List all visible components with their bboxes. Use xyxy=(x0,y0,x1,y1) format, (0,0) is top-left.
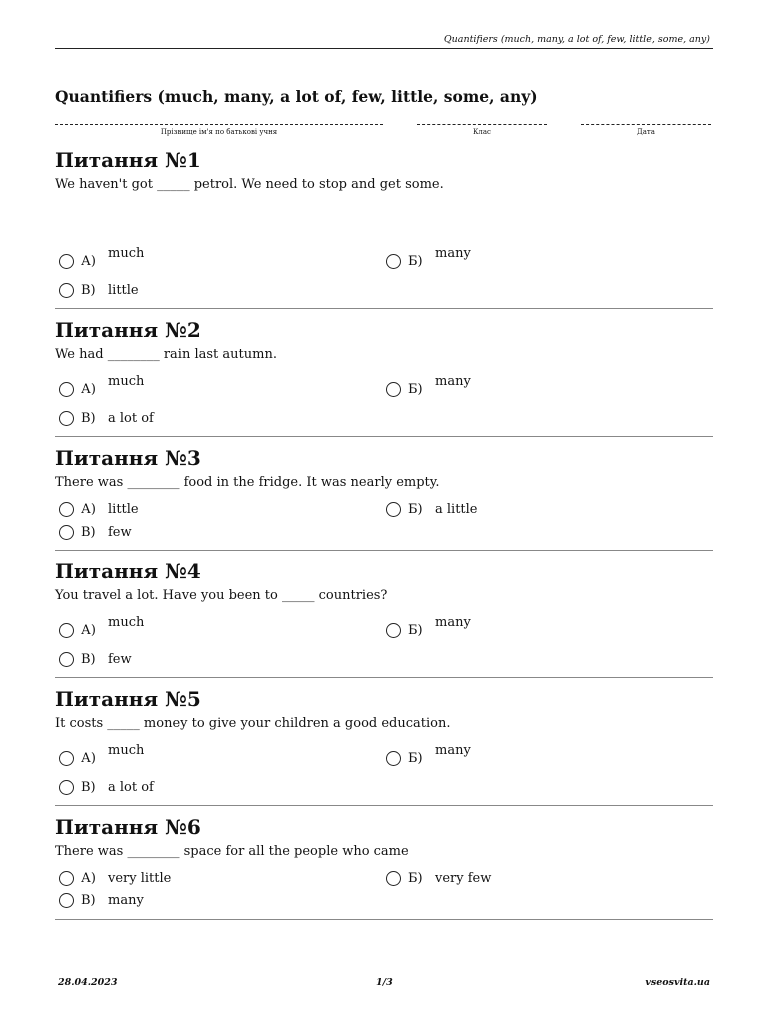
radio-circle-icon[interactable] xyxy=(386,502,401,517)
option-b[interactable]: Б) many xyxy=(382,622,682,642)
option-v[interactable]: В) many xyxy=(55,893,355,913)
question-6 xyxy=(55,814,713,920)
radio-circle-icon[interactable] xyxy=(59,283,74,298)
question-title: Питання №1 xyxy=(55,148,201,172)
question-title: Питання №5 xyxy=(55,687,201,711)
radio-circle-icon[interactable] xyxy=(59,254,74,269)
option-a[interactable]: А) much xyxy=(55,750,355,770)
option-a[interactable]: А) much xyxy=(55,381,355,401)
radio-circle-icon[interactable] xyxy=(59,502,74,517)
radio-circle-icon[interactable] xyxy=(59,751,74,766)
student-name-caption: Прізвище ім'я по батькові учня xyxy=(160,128,278,136)
radio-circle-icon[interactable] xyxy=(386,871,401,886)
question-divider xyxy=(55,550,713,551)
radio-circle-icon[interactable] xyxy=(59,623,74,638)
question-text: It costs _____ money to give your children a good education. xyxy=(55,716,451,731)
question-title: Питання №2 xyxy=(55,318,201,342)
option-a[interactable]: А) much xyxy=(55,622,355,642)
footer-page-number: 1/3 xyxy=(376,977,393,988)
option-a[interactable]: А) much xyxy=(55,253,355,273)
question-text: You travel a lot. Have you been to _____ countries? xyxy=(55,588,388,603)
option-a[interactable]: А) little xyxy=(55,502,355,522)
option-b[interactable]: Б) many xyxy=(382,750,682,770)
radio-circle-icon[interactable] xyxy=(386,751,401,766)
option-a[interactable]: А) very little xyxy=(55,871,355,891)
student-info-fields xyxy=(55,116,713,140)
class-caption: Клас xyxy=(473,128,491,136)
radio-circle-icon[interactable] xyxy=(59,382,74,397)
question-5 xyxy=(55,686,713,806)
footer-date: 28.04.2023 xyxy=(58,977,118,988)
page-header-title: Quantifiers (much, many, a lot of, few, little, some, any) xyxy=(443,34,710,45)
question-4 xyxy=(55,558,713,678)
question-divider xyxy=(55,677,713,678)
question-text: There was ________ space for all the people who came xyxy=(55,844,409,859)
radio-circle-icon[interactable] xyxy=(386,382,401,397)
header-rule xyxy=(55,48,713,49)
option-v[interactable]: В) a lot of xyxy=(55,780,355,800)
question-3 xyxy=(55,445,713,551)
radio-circle-icon[interactable] xyxy=(59,893,74,908)
radio-circle-icon[interactable] xyxy=(59,780,74,795)
question-title: Питання №6 xyxy=(55,815,201,839)
question-text: There was ________ food in the fridge. It was nearly empty. xyxy=(55,475,440,490)
question-1 xyxy=(55,147,713,309)
question-title: Питання №4 xyxy=(55,559,201,583)
student-name-field[interactable] xyxy=(55,116,383,136)
option-b[interactable]: Б) a little xyxy=(382,502,682,522)
radio-circle-icon[interactable] xyxy=(386,254,401,269)
question-text: We haven't got _____ petrol. We need to stop and get some. xyxy=(55,177,444,192)
radio-circle-icon[interactable] xyxy=(59,871,74,886)
radio-circle-icon[interactable] xyxy=(386,623,401,638)
question-text: We had ________ rain last autumn. xyxy=(55,347,277,362)
option-v[interactable]: В) a lot of xyxy=(55,411,355,431)
question-divider xyxy=(55,308,713,309)
date-field[interactable] xyxy=(581,116,711,136)
option-v[interactable]: В) little xyxy=(55,283,355,303)
question-title: Питання №3 xyxy=(55,446,201,470)
question-divider xyxy=(55,436,713,437)
question-2 xyxy=(55,317,713,437)
date-caption: Дата xyxy=(637,128,655,136)
radio-circle-icon[interactable] xyxy=(59,411,74,426)
class-field[interactable] xyxy=(417,116,547,136)
option-b[interactable]: Б) very few xyxy=(382,871,682,891)
option-b[interactable]: Б) many xyxy=(382,253,682,273)
radio-circle-icon[interactable] xyxy=(59,652,74,667)
option-v[interactable]: В) few xyxy=(55,525,355,545)
footer-site: vseosvita.ua xyxy=(645,977,710,988)
question-divider xyxy=(55,919,713,920)
option-b[interactable]: Б) many xyxy=(382,381,682,401)
option-v[interactable]: В) few xyxy=(55,652,355,672)
radio-circle-icon[interactable] xyxy=(59,525,74,540)
document-title: Quantifiers (much, many, a lot of, few, little, some, any) xyxy=(55,87,538,106)
question-divider xyxy=(55,805,713,806)
